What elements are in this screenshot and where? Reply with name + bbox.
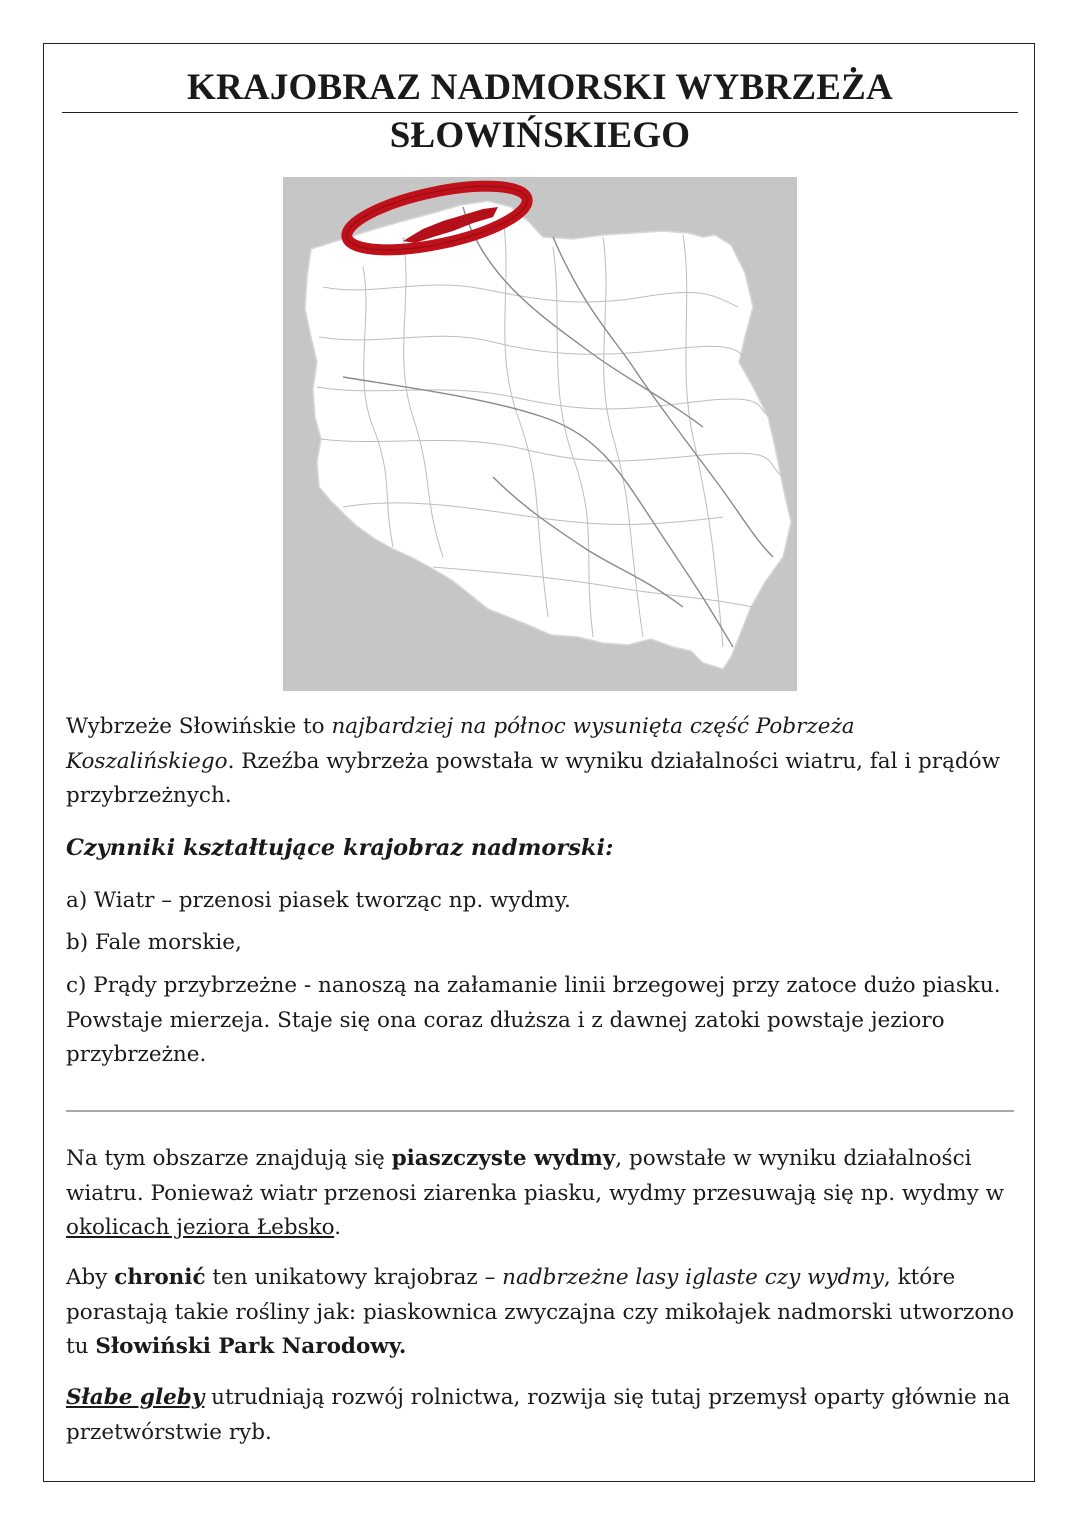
protect-text-1: Aby bbox=[66, 1265, 115, 1290]
soil-paragraph bbox=[66, 1381, 1016, 1450]
section-divider bbox=[66, 1110, 1014, 1112]
dunes-text-3: . bbox=[334, 1215, 342, 1240]
dunes-bold: piaszczyste wydmy bbox=[391, 1146, 616, 1171]
lebsko-underlined: okolicach jeziora Łebsko bbox=[66, 1215, 335, 1240]
protect-paragraph bbox=[66, 1261, 1016, 1365]
soil-bold-italic: Słabe gleby bbox=[66, 1385, 205, 1410]
dunes-paragraph bbox=[66, 1142, 1016, 1246]
protect-emphasis: nadbrzeżne lasy iglaste czy wydmy bbox=[502, 1265, 884, 1290]
dunes-text-1: Na tym obszarze znajdują się bbox=[66, 1146, 392, 1171]
title-underline bbox=[62, 112, 1018, 113]
park-name: Słowiński Park Narodowy. bbox=[95, 1334, 407, 1359]
dunes-text-2: , powstałe w wyniku działalności wiatru. Ponieważ wiatr przenosi ziarenka piasku, wydmy przesuwają się np. wydmy w bbox=[66, 1146, 1004, 1206]
soil-text: utrudniają rozwój rolnictwa, rozwija się tutaj przemysł oparty głównie na przetwórstwie ryb. bbox=[66, 1385, 1011, 1445]
factor-wind: a) Wiatr – przenosi piasek tworząc np. wydmy. bbox=[66, 888, 571, 913]
factors-heading: Czynniki kształtujące krajobraz nadmorski: bbox=[66, 835, 614, 861]
intro-text-end: . Rzeźba wybrzeża powstała w wyniku działalności wiatru, fal i prądów przybrzeżnych. bbox=[66, 748, 1001, 808]
page-title: KRAJOBRAZ NADMORSKI WYBRZEŻA SŁOWIŃSKIEGO bbox=[187, 67, 893, 156]
protect-bold-1: chronić bbox=[114, 1265, 206, 1290]
factor-currents: c) Prądy przybrzeżne - nanoszą na załamanie linii brzegowej przy zatoce dużo piasku. Powstaje mierzeja. Staje się ona coraz dłuższa i z dawnej zatoki powstaje jezioro przybrzeżne. bbox=[66, 973, 1001, 1067]
factor-waves: b) Fale morskie, bbox=[66, 930, 242, 955]
intro-paragraph bbox=[66, 710, 1016, 814]
protect-text-2: ten unikatowy krajobraz – bbox=[205, 1265, 503, 1290]
map-graphic bbox=[283, 177, 797, 691]
protect-text-3: , które porastają takie rośliny jak: piaskownica zwyczajna czy mikołajek nadmorski utworzono tu bbox=[66, 1265, 1015, 1359]
poland-map-highlighted-coast bbox=[283, 177, 797, 691]
intro-text: Wybrzeże Słowińskie to bbox=[66, 714, 332, 739]
intro-emphasis: najbardziej na północ wysunięta część Pobrzeża Koszalińskiego bbox=[66, 714, 855, 774]
